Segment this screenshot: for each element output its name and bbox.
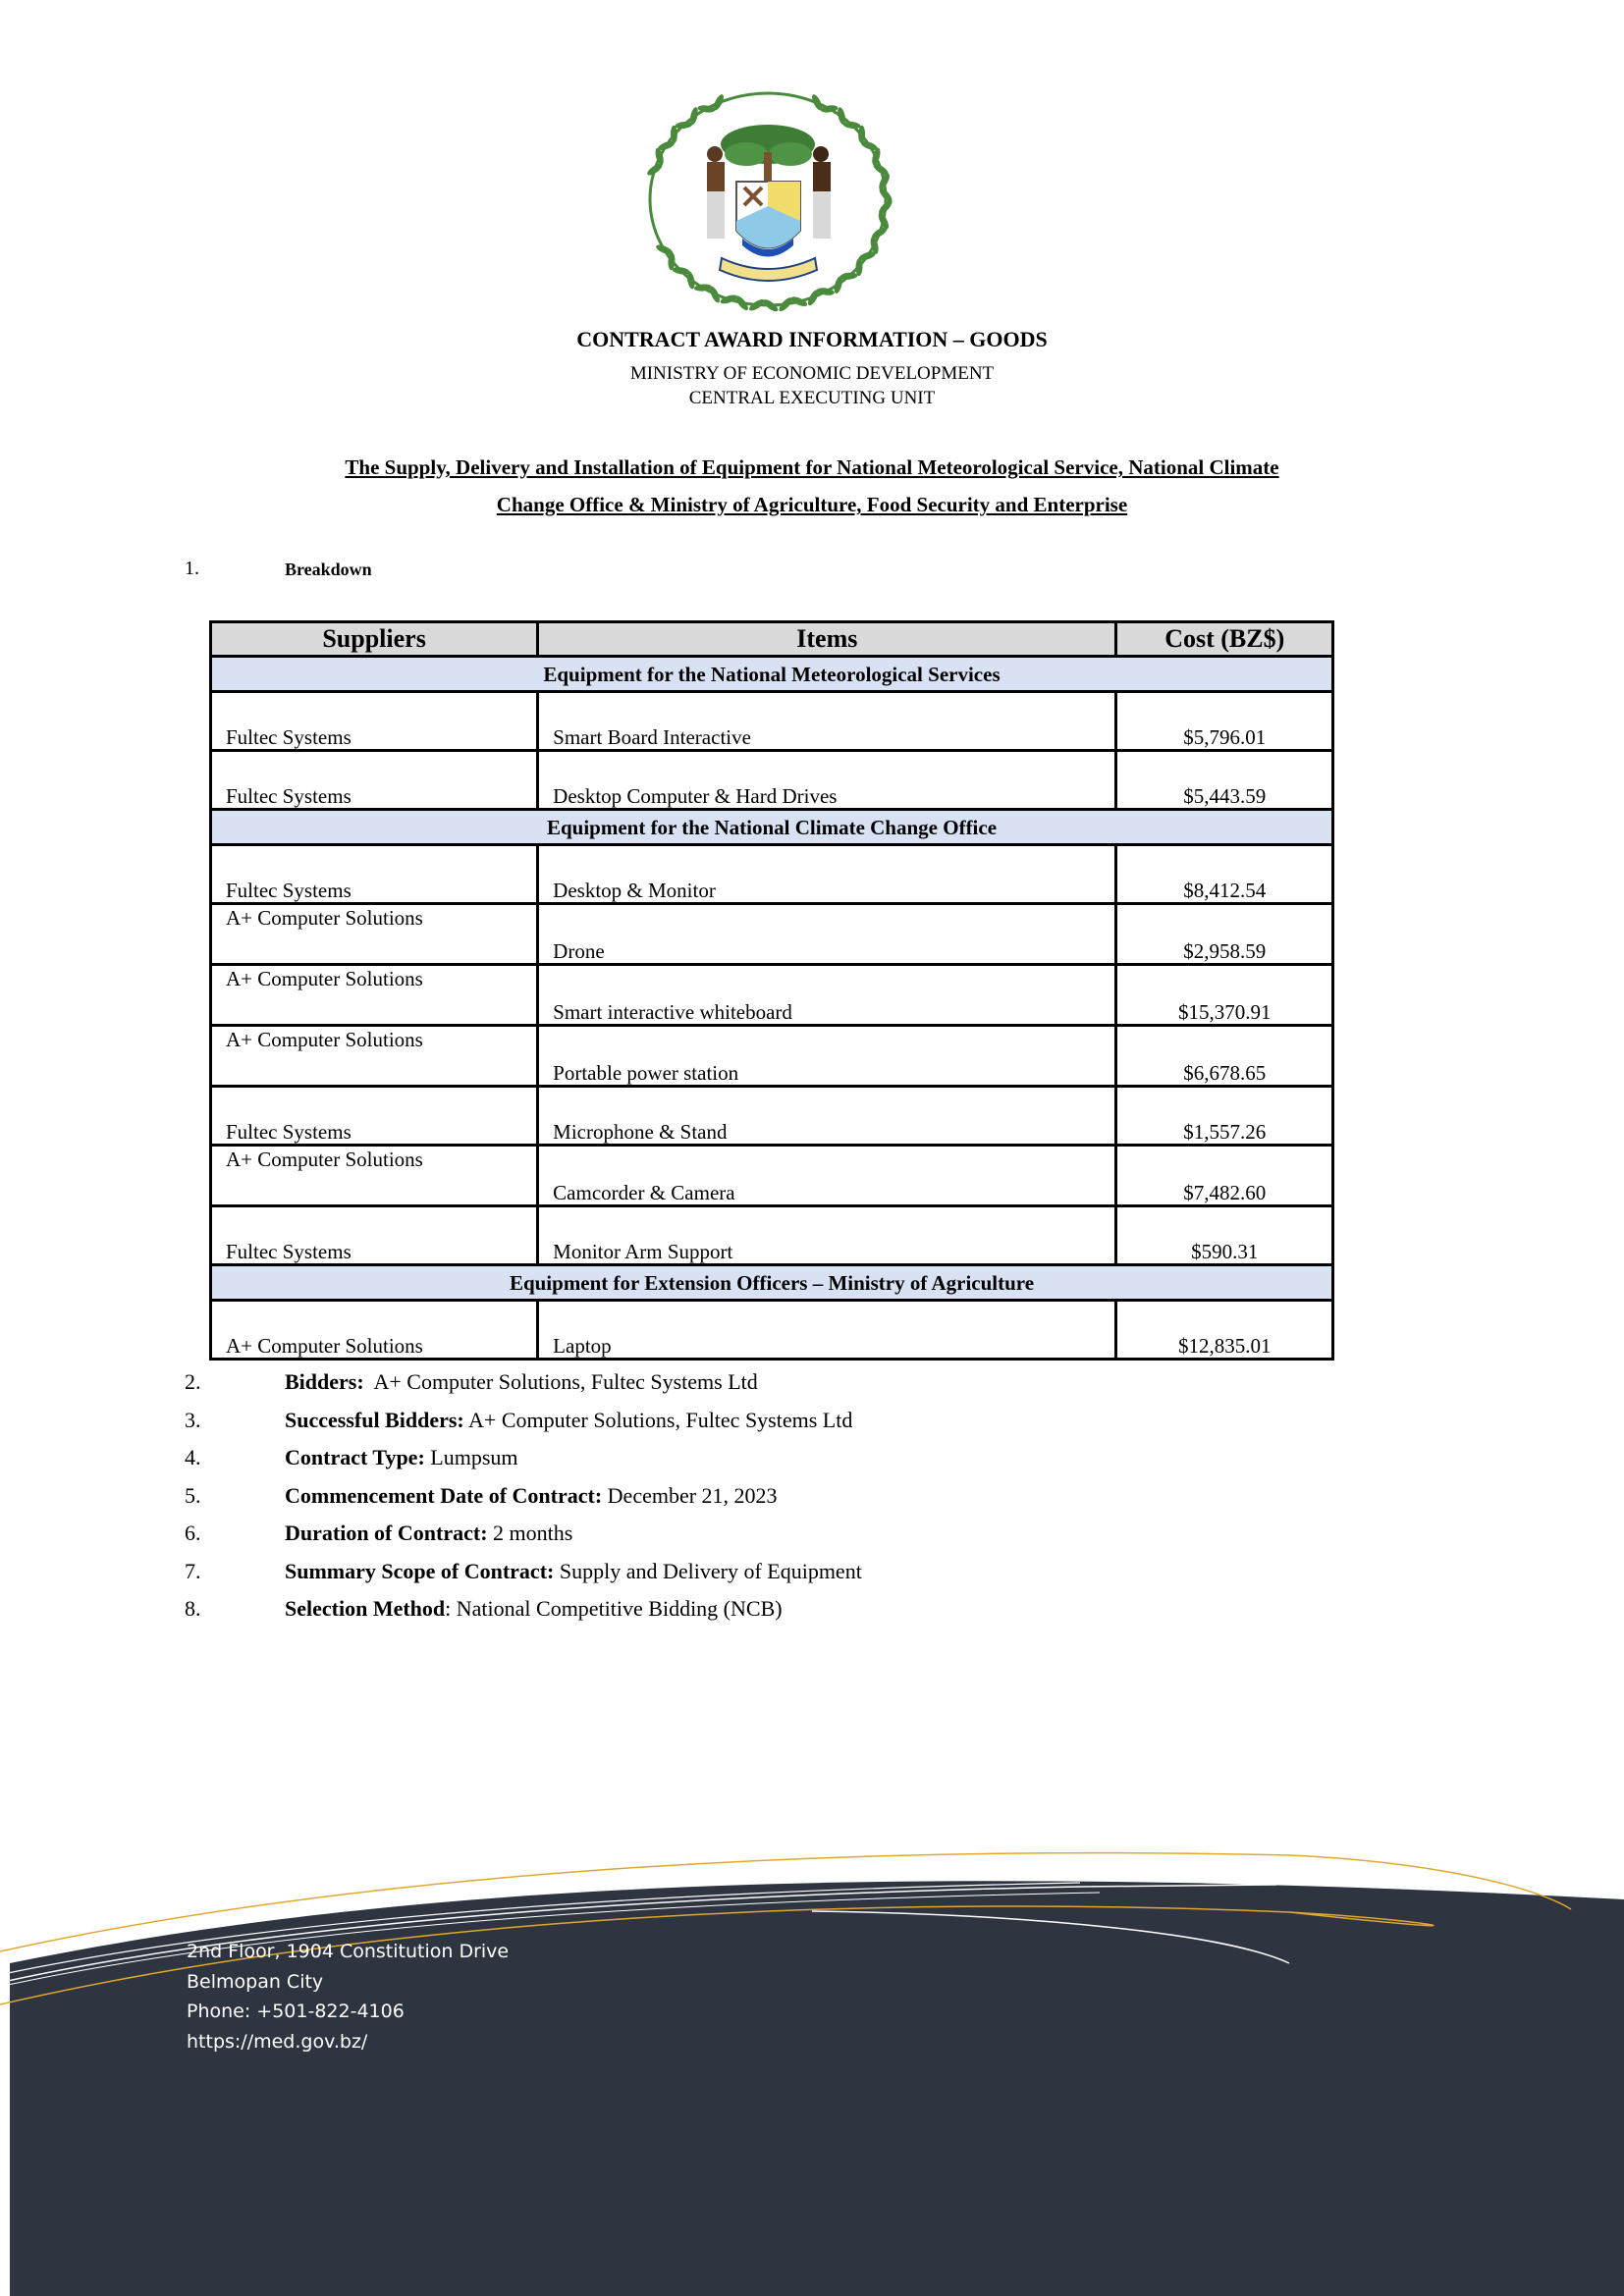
section-title: Equipment for the National Meteorological Services [211,657,1333,692]
table-row [211,692,1333,751]
cost-cell: $5,796.01 [1116,692,1333,751]
fact-number: 2. [185,1369,201,1394]
supplier-cell: A+ Computer Solutions [211,965,538,1026]
table-row [211,1026,1333,1087]
laurel-leaf [839,272,858,281]
fact-key: Successful Bidders: [285,1407,464,1432]
document-title: CONTRACT AWARD INFORMATION – GOODS [576,327,1048,351]
cost-cell: $1,557.26 [1116,1087,1333,1146]
supplier-cell: A+ Computer Solutions [211,1301,538,1360]
section-title: Equipment for the National Climate Change Office [211,810,1333,845]
cost-cell: $6,678.65 [1116,1026,1333,1087]
unit-name: CENTRAL EXECUTING UNIT [688,388,936,408]
item-cell: Smart interactive whiteboard [538,965,1116,1026]
item-cell: Camcorder & Camera [538,1146,1116,1206]
section-title: Equipment for Extension Officers – Ministry of Agriculture [211,1265,1333,1301]
table-row [211,1146,1333,1206]
supplier-cell: A+ Computer Solutions [211,1146,538,1206]
fact-value: December 21, 2023 [602,1482,778,1508]
fact-text [285,1559,862,1584]
address-line-2: Belmopan City [187,1970,324,1993]
fact-number: 3. [185,1407,201,1432]
ministry-name: MINISTRY OF ECONOMIC DEVELOPMENT [629,363,995,384]
item-cell: Drone [538,904,1116,965]
item-cell: Laptop [538,1301,1116,1360]
fact-value: A+ Computer Solutions, Fultec Systems Ltd [463,1407,853,1432]
fact-number: 5. [185,1482,201,1508]
section-number: 1. [185,558,199,579]
section-label: Breakdown [285,560,372,579]
table-header-row [211,622,1333,657]
fact-key: Summary Scope of Contract: [285,1558,555,1583]
cost-cell: $12,835.01 [1116,1301,1333,1360]
fact-value: 2 months [487,1521,573,1545]
item-cell: Desktop & Monitor [538,845,1116,904]
laurel-leaf [855,258,862,276]
laurel-leaf [870,225,889,240]
coat-of-arms-emblem [638,83,898,314]
column-header-items: Items [538,622,1116,657]
fact-text [285,1596,783,1622]
fact-number: 6. [185,1521,201,1545]
fact-value: : National Competitive Bidding (NCB) [445,1596,783,1621]
fact-key: Selection Method [285,1596,446,1621]
fact-text [285,1445,518,1470]
item-cell: Portable power station [538,1026,1116,1087]
breakdown-heading [185,558,372,580]
supplier-cell: Fultec Systems [211,692,538,751]
table-row [211,1087,1333,1146]
laurel-leaf [842,121,861,130]
cost-cell: $7,482.60 [1116,1146,1333,1206]
fact-key: Commencement Date of Contract: [285,1482,603,1508]
cost-cell: $15,370.91 [1116,965,1333,1026]
fact-text [285,1369,758,1395]
fact-text [285,1521,572,1546]
motto-scroll-icon [720,258,817,281]
item-cell: Smart Board Interactive [538,692,1116,751]
cost-cell: $2,958.59 [1116,904,1333,965]
fact-key: Contract Type: [285,1445,425,1469]
column-header-suppliers: Suppliers [211,622,538,657]
fact-text [285,1408,852,1433]
column-header-cost: Cost (BZ$) [1116,622,1333,657]
shield-icon [736,182,800,257]
fact-text [285,1483,778,1509]
breakdown-table [209,620,1334,1361]
supplier-cell: Fultec Systems [211,751,538,810]
table-row [211,965,1333,1026]
supplier-cell: Fultec Systems [211,1206,538,1265]
footer-wave-band [0,1826,1624,2296]
cost-cell: $8,412.54 [1116,845,1333,904]
supplier-cell: Fultec Systems [211,845,538,904]
website-link[interactable]: https://med.gov.bz/ [187,2030,368,2053]
footer-address [187,1937,509,2056]
table-row [211,845,1333,904]
supplier-cell: Fultec Systems [211,1087,538,1146]
address-line-1: 2nd Floor, 1904 Constitution Drive [187,1941,510,1962]
table-row [211,1206,1333,1265]
fact-key: Bidders: [285,1369,364,1394]
cost-cell: $5,443.59 [1116,751,1333,810]
item-cell: Monitor Arm Support [538,1206,1116,1265]
fact-value: Lumpsum [424,1445,518,1469]
supplier-cell: A+ Computer Solutions [211,904,538,965]
fact-key: Duration of Contract: [285,1521,488,1545]
fact-number: 8. [185,1596,201,1621]
section-row [211,810,1333,845]
item-cell: Desktop Computer & Hard Drives [538,751,1116,810]
section-row [211,657,1333,692]
laurel-leaf [645,162,664,178]
laurel-leaf [720,294,738,305]
phone-number: Phone: +501-822-4106 [187,2001,405,2022]
fact-value: Supply and Delivery of Equipment [554,1558,862,1583]
table-row [211,1301,1333,1360]
project-title [196,449,1428,523]
project-title-line-1: The Supply, Delivery and Installation of Equipment for National Meteorological Service, National Climate [345,455,1279,479]
project-title-line-2: Change Office & Ministry of Agriculture, Food Security and Enterprise [496,493,1128,516]
cost-cell: $590.31 [1116,1206,1333,1265]
table-row [211,904,1333,965]
section-row [211,1265,1333,1301]
table-row [211,751,1333,810]
laurel-leaf [675,121,693,130]
tree-icon [721,125,815,182]
item-cell: Microphone & Stand [538,1087,1116,1146]
fact-value: A+ Computer Solutions, Fultec Systems Ltd [363,1369,758,1394]
fact-number: 4. [185,1445,201,1469]
fact-number: 7. [185,1558,201,1583]
supplier-cell: A+ Computer Solutions [211,1026,538,1087]
